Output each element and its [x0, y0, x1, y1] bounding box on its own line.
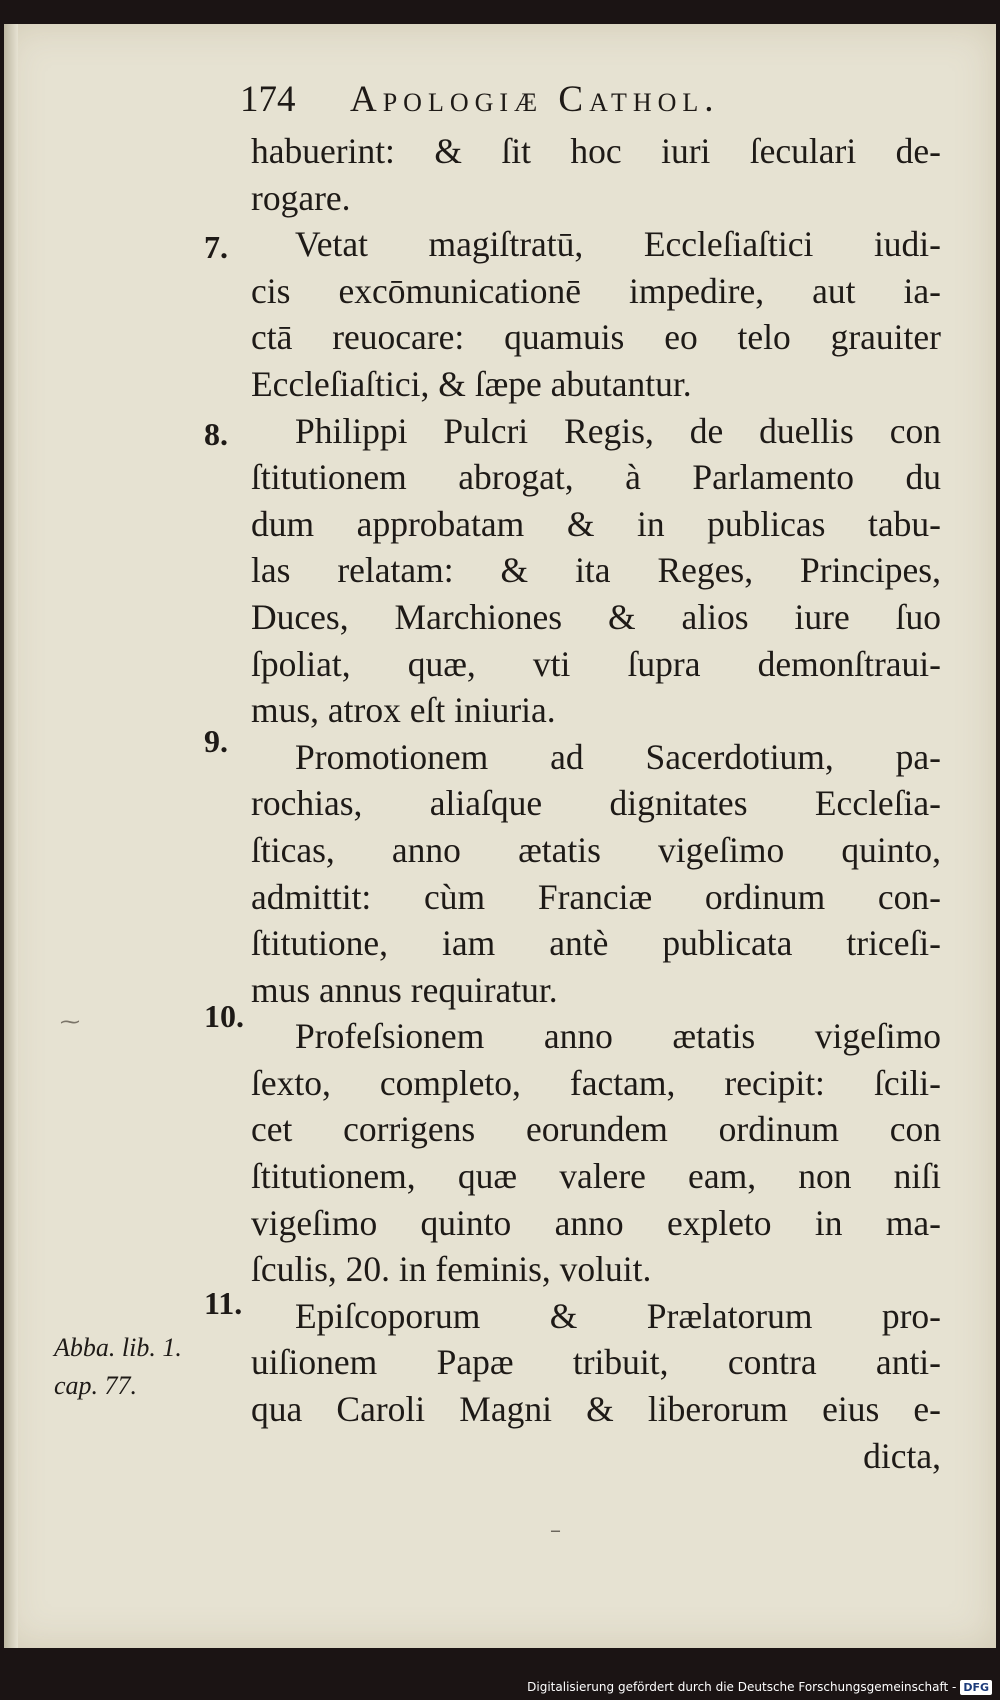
body-text: [251, 128, 941, 1479]
text-line: ſtitutione, iam antè publicata triceſi-: [251, 923, 941, 964]
text-line: ſticas, anno ætatis vigeſimo quinto,: [251, 829, 941, 870]
text-line: rogare.: [251, 177, 351, 218]
text-line: ctā reuocare: quamuis eo telo grauiter: [251, 317, 941, 358]
text-line: cis excōmunicationē impedire, aut ia-: [251, 270, 941, 311]
credit-text: Digitalisierung gefördert durch die Deutsche Forschungsgemeinschaft -: [527, 1680, 957, 1694]
text-line: mus annus requiratur.: [251, 969, 558, 1010]
text-line: Profeſsionem anno ætatis vigeſimo: [295, 1016, 941, 1057]
text-line: admittit: cùm Franciæ ordinum con-: [251, 876, 941, 917]
running-title: Apologiæ Cathol.: [350, 79, 720, 120]
paragraph-number-8: 8.: [204, 416, 228, 452]
digitization-credit: [527, 1676, 992, 1698]
text-line: Promotionem ad Sacerdotium, pa-: [295, 736, 941, 777]
ink-smudge: ⁓: [60, 1009, 80, 1033]
text-line: ſexto, completo, factam, recipit: ſcili-: [251, 1062, 941, 1103]
text-line: ſtitutionem abrogat, à Parlamento du: [251, 457, 941, 498]
margin-note-line: Abba. lib. 1.: [54, 1333, 182, 1362]
text-line: habuerint: & ſit hoc iuri ſeculari de-: [251, 131, 941, 171]
margin-note-line: cap. 77.: [54, 1371, 138, 1400]
text-line: uiſionem Papæ tribuit, contra anti-: [251, 1342, 941, 1383]
text-line: rochias, aliaſque dignitates Eccleſia-: [251, 783, 941, 824]
text-line: las relatam: & ita Reges, Principes,: [251, 550, 941, 591]
text-line: Vetat magiſtratū, Eccleſiaſtici iudi-: [295, 224, 941, 265]
paragraph-number-7: 7.: [204, 229, 228, 265]
text-line: Duces, Marchiones & alios iure ſuo: [251, 596, 941, 637]
paragraph-number-10: 10.: [204, 998, 244, 1034]
text-line: Eccleſiaſtici, & ſæpe abutantur.: [251, 363, 692, 404]
text-line: cet corrigens eorundem ordinum con: [251, 1109, 941, 1150]
book-page: [4, 24, 996, 1648]
text-line: Epiſcoporum & Prælatorum pro-: [295, 1295, 941, 1336]
text-line: ſpoliat, quæ, vti ſupra demonſtraui-: [251, 643, 941, 684]
text-line: ſculis, 20. in feminis, voluit.: [251, 1249, 652, 1290]
page-header: [240, 78, 720, 121]
paragraph-number-11: 11.: [204, 1285, 243, 1321]
text-line: dum approbatam & in publicas tabu-: [251, 503, 941, 544]
dfg-logo: DFG: [960, 1680, 992, 1695]
paragraph-number-9: 9.: [204, 723, 228, 759]
text-line: ſtitutionem, quæ valere eam, non niſi: [251, 1156, 941, 1197]
text-line: qua Caroli Magni & liberorum eius e-: [251, 1389, 941, 1430]
ink-mark: –: [550, 1518, 561, 1543]
text-line: vigeſimo quinto anno expleto in ma-: [251, 1202, 941, 1243]
text-line: Philippi Pulcri Regis, de duellis con: [295, 410, 941, 451]
margin-note: [54, 1329, 182, 1405]
page-number: 174: [240, 79, 296, 120]
text-line: mus, atrox eſt iniuria.: [251, 690, 556, 731]
page-spine-shadow: [4, 24, 18, 1648]
catchword: dicta,: [863, 1435, 941, 1476]
